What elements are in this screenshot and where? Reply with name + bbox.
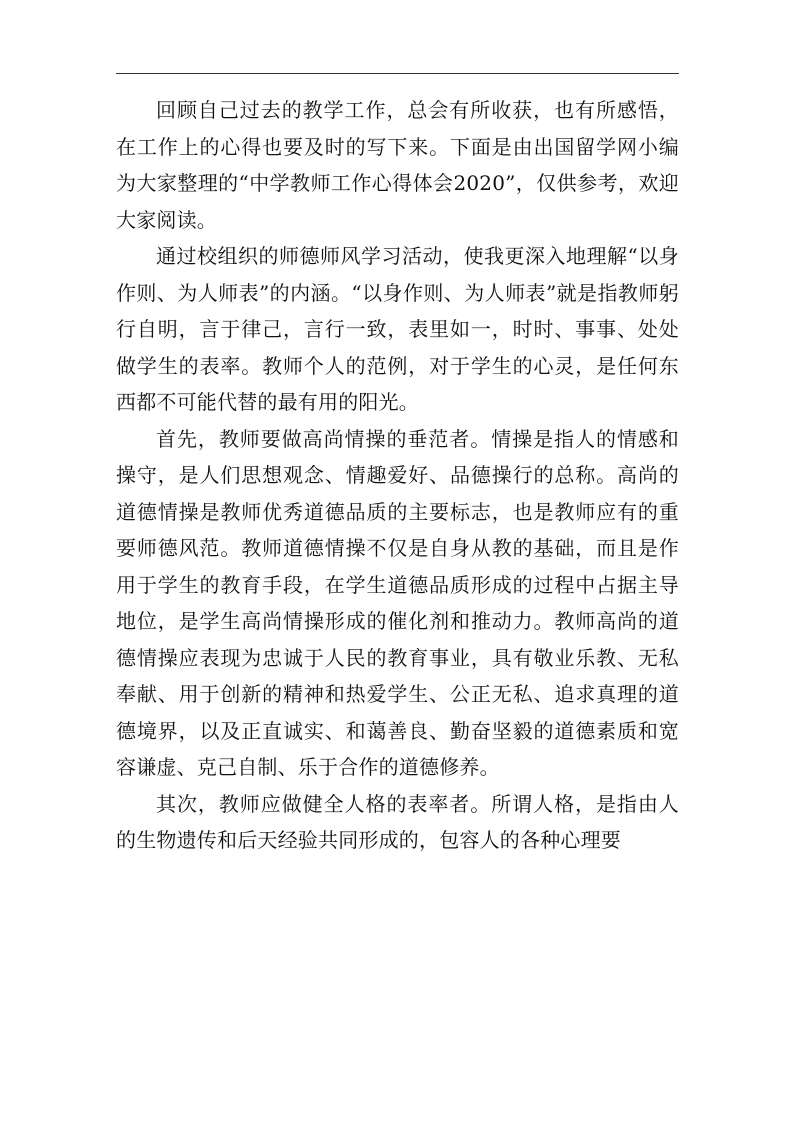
paragraph-study-activity: 通过校组织的师德师风学习活动，使我更深入地理解“以身作则、为人师表”的内涵。“以身作则、为人师表”就是指教师躬行自明，言于律己，言行一致，表里如一，时时、事事、处处做学生的表率。教师个人的范例，对于学生的心灵，是任何东西都不可能代替的最有用的阳光。: [116, 244, 679, 414]
document-body: [116, 92, 679, 859]
paragraph-sound-personality: 其次，教师应做健全人格的表率者。所谓人格，是指由人的生物遗传和后天经验共同形成的，包容人的各种心理要: [116, 791, 679, 852]
paragraph-intro: 回顾自己过去的教学工作，总会有所收获，也有所感悟，在工作上的心得也要及时的写下来。下面是由出国留学网小编为大家整理的“中学教师工作心得体会2020”，仅供参考，欢迎大家阅读。: [116, 98, 679, 232]
header-rule: [116, 73, 679, 74]
paragraph-noble-sentiment: 首先，教师要做高尚情操的垂范者。情操是指人的情感和操守，是人们思想观念、情趣爱好、品德操行的总称。高尚的道德情操是教师优秀道德品质的主要标志，也是教师应有的重要师德风范。教师道德情操不仅是自身从教的基础，而且是作用于学生的教育手段，在学生道德品质形成的过程中占据主导地位，是学生高尚情操形成的催化剂和推动力。教师高尚的道德情操应表现为忠诚于人民的教育事业，具有敬业乐教、无私奉献、用于创新的精神和热爱学生、公正无私、追求真理的道德境界，以及正直诚实、和蔼善良、勤奋坚毅的道德素质和宽容谦虚、克己自制、乐于合作的道德修养。: [116, 426, 679, 779]
